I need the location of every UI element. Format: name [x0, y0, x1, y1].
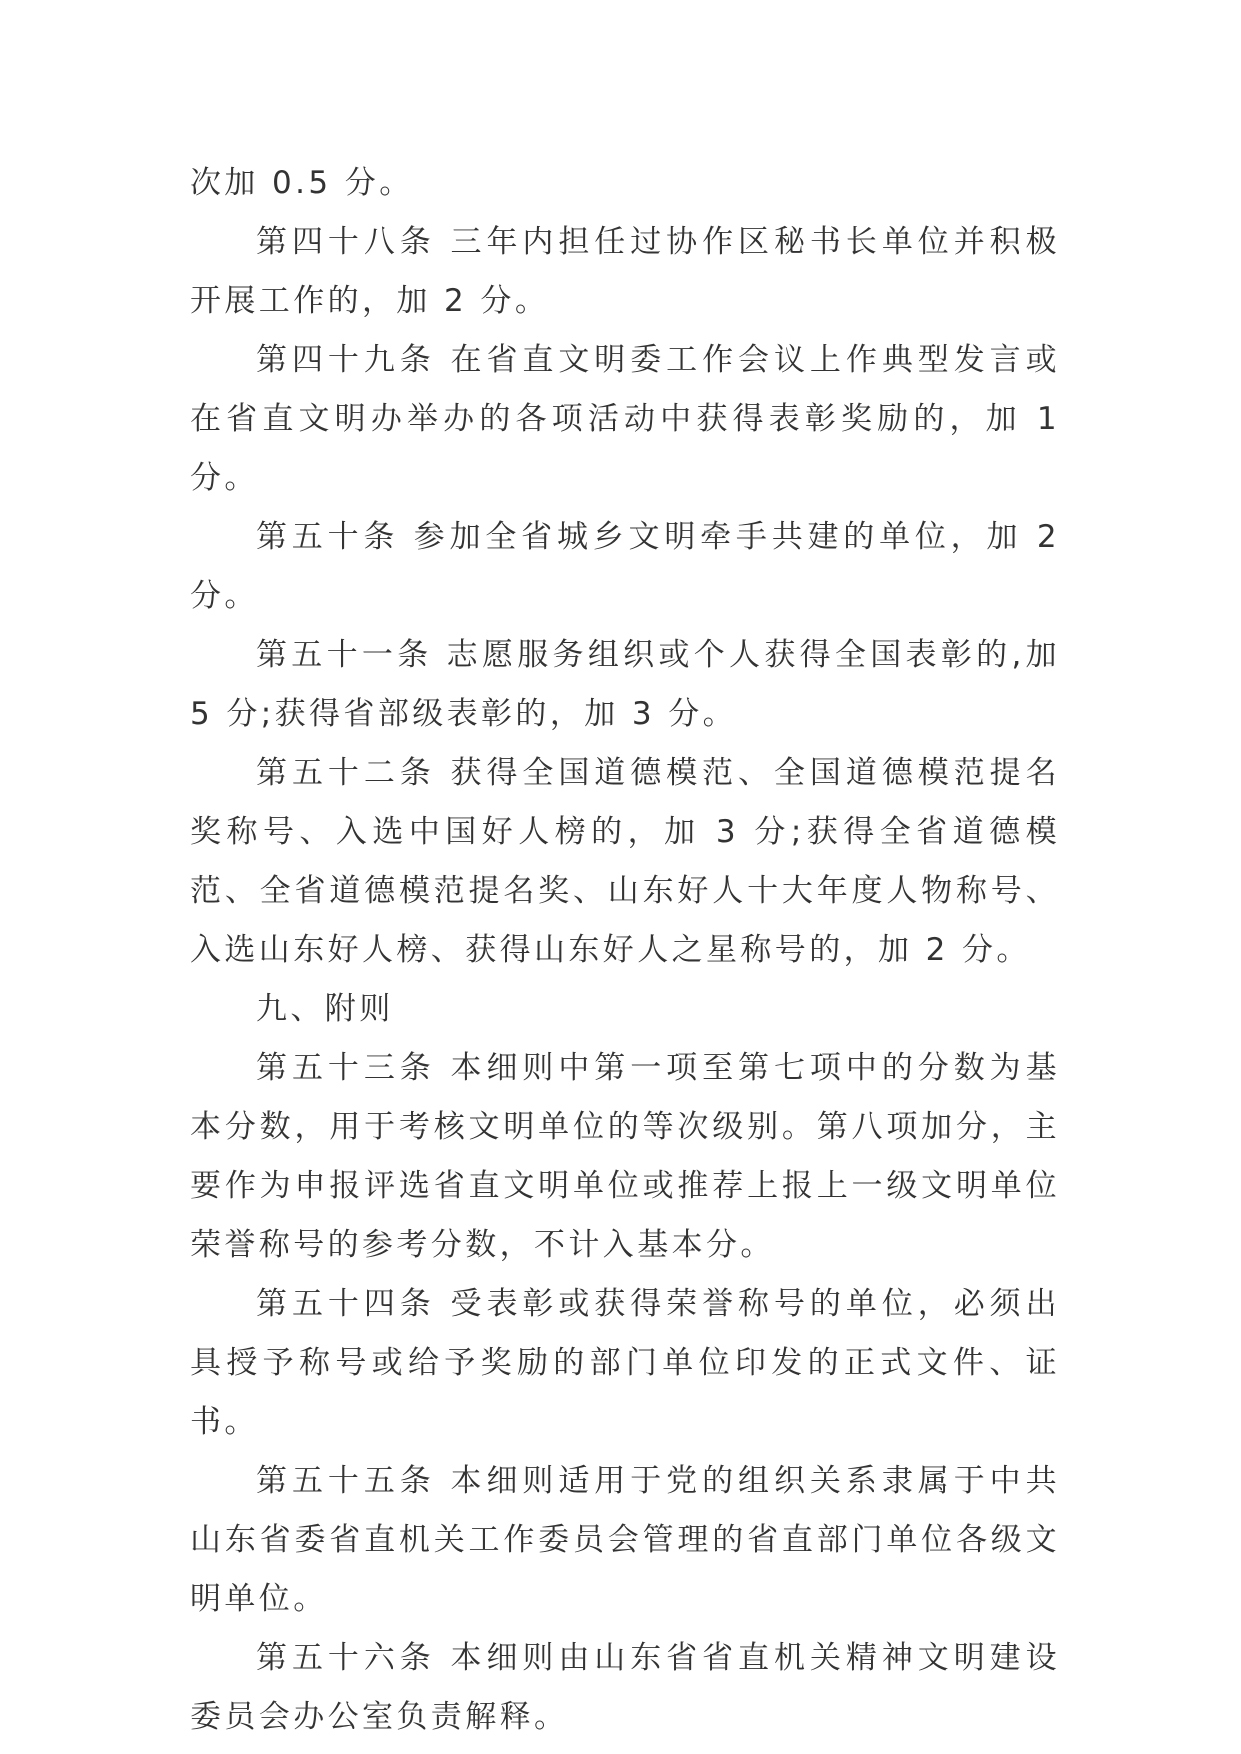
article-53: 第五十三条 本细则中第一项至第七项中的分数为基本分数，用于考核文明单位的等次级别。第八项加分，主要作为申报评选省直文明单位或推荐上报上一级文明单位荣誉称号的参考分数，不计入基本分。	[190, 1050, 1060, 1263]
paragraph-continuation: 次加 0.5 分。	[190, 165, 414, 201]
article-50: 第五十条 参加全省城乡文明牵手共建的单位，加 2 分。	[190, 519, 1060, 614]
article-49: 第四十九条 在省直文明委工作会议上作典型发言或在省直文明办举办的各项活动中获得表彰奖励的，加 1 分。	[190, 342, 1060, 496]
article-52: 第五十二条 获得全国道德模范、全国道德模范提名奖称号、入选中国好人榜的，加 3 分;获得全省道德模范、全省道德模范提名奖、山东好人十大年度人物称号、入选山东好人榜、获得山东好人之星称号的，加 2 分。	[190, 755, 1060, 968]
article-51: 第五十一条 志愿服务组织或个人获得全国表彰的,加 5 分;获得省部级表彰的，加 3 分。	[190, 637, 1060, 732]
section-heading-appendix: 九、附则	[256, 991, 394, 1027]
article-54: 第五十四条 受表彰或获得荣誉称号的单位，必须出具授予称号或给予奖励的部门单位印发的正式文件、证书。	[190, 1286, 1060, 1440]
article-55: 第五十五条 本细则适用于党的组织关系隶属于中共山东省委省直机关工作委员会管理的省直部门单位各级文明单位。	[190, 1463, 1060, 1617]
article-56: 第五十六条 本细则由山东省省直机关精神文明建设委员会办公室负责解释。	[190, 1640, 1060, 1735]
document-body	[190, 154, 1060, 1747]
article-48: 第四十八条 三年内担任过协作区秘书长单位并积极开展工作的，加 2 分。	[190, 224, 1060, 319]
